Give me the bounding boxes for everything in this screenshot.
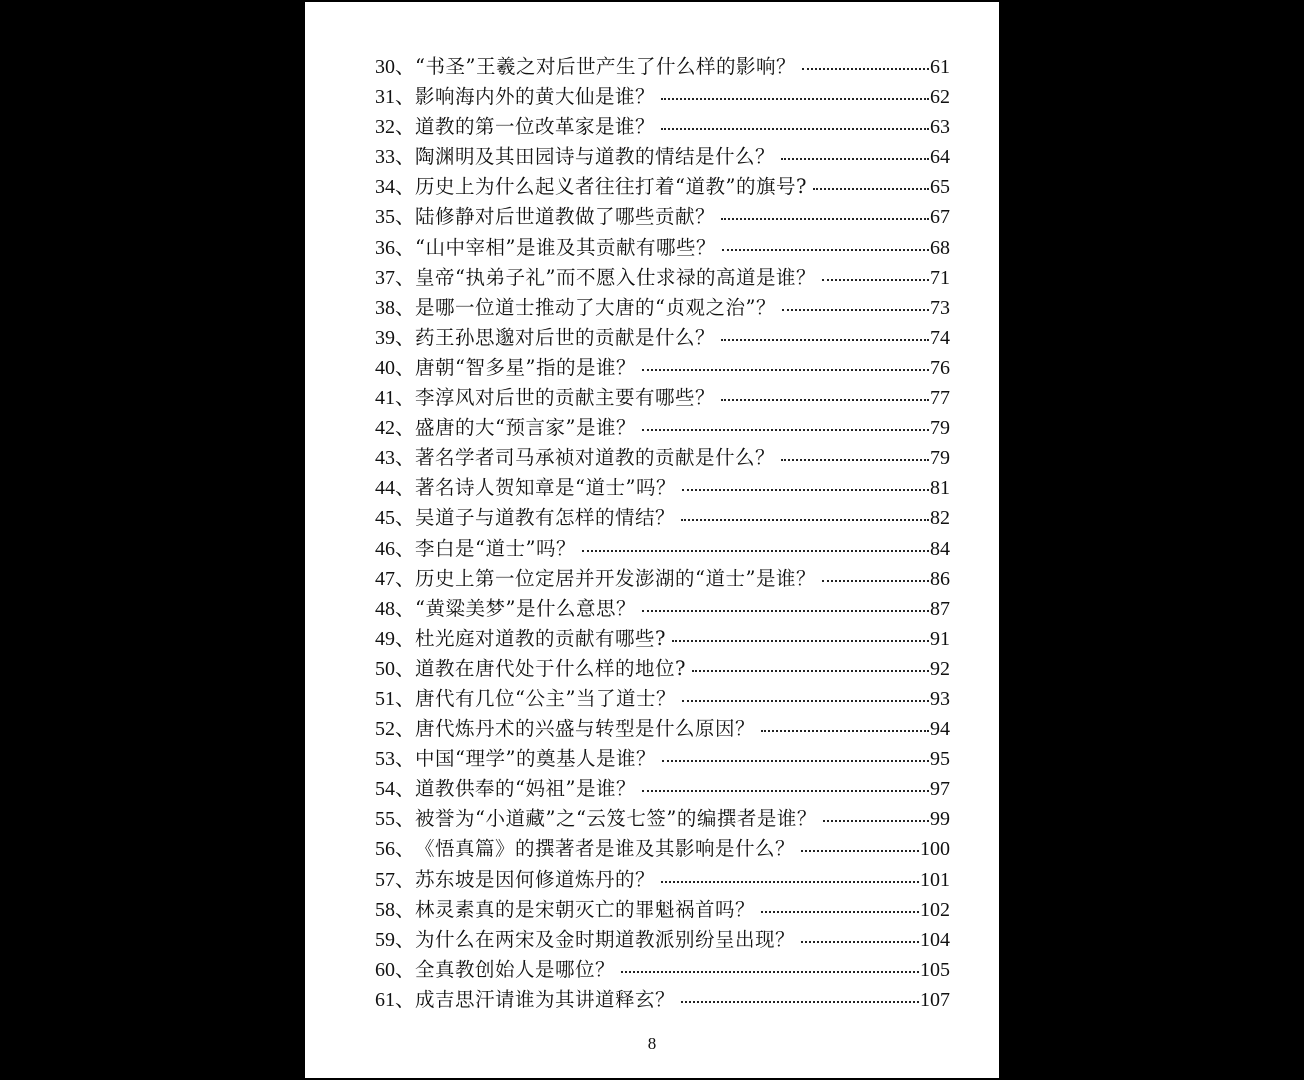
toc-entry [375, 802, 950, 832]
toc-entry-page: 77 [930, 387, 950, 410]
toc-entry-title: 唐代有几位“公主”当了道士？ [415, 686, 676, 710]
toc-entry-title: 皇帝“执弟子礼”而不愿入仕求禄的高道是谁？ [415, 265, 816, 289]
toc-dot-leader [721, 398, 929, 401]
toc-dot-leader [801, 849, 919, 852]
toc-entry-page: 71 [930, 266, 950, 289]
toc-entry [375, 441, 950, 471]
toc-entry-page: 61 [930, 56, 950, 78]
toc-entry-title: 全真教创始人是哪位？ [415, 957, 616, 981]
toc-entry-title: 影响海内外的黄大仙是谁？ [415, 85, 656, 109]
toc-entry [375, 622, 950, 652]
toc-entry-number: 58、 [375, 898, 415, 921]
toc-entry-title: 盛唐的大“预言家”是谁？ [415, 416, 636, 440]
toc-entry-page: 86 [930, 567, 950, 590]
toc-entry [375, 291, 950, 321]
toc-dot-leader [672, 639, 929, 642]
toc-entry-title: 唐代炼丹术的兴盛与转型是什么原因？ [415, 717, 756, 741]
toc-entry-title: 著名诗人贺知章是“道士”吗？ [415, 476, 676, 500]
toc-entry [375, 140, 950, 170]
toc-entry-number: 39、 [375, 326, 415, 349]
toc-dot-leader [681, 518, 929, 521]
toc-entry-title: 中国“理学”的奠基人是谁？ [415, 747, 656, 771]
toc-entry [375, 652, 950, 682]
toc-dot-leader [822, 579, 929, 582]
toc-entry [375, 712, 950, 742]
toc-entry-title: 道教供奉的“妈祖”是谁？ [415, 777, 636, 801]
toc-entry-title: 历史上为什么起义者往往打着“道教”的旗号? [415, 175, 807, 199]
toc-entry-number: 32、 [375, 116, 415, 139]
toc-entry-page: 84 [930, 537, 950, 560]
toc-dot-leader [692, 669, 929, 672]
toc-entry-page: 104 [920, 928, 950, 951]
toc-dot-leader [642, 609, 929, 612]
toc-entry-number: 31、 [375, 86, 415, 109]
toc-entry-number: 54、 [375, 778, 415, 801]
toc-entry-page: 92 [930, 657, 950, 680]
toc-entry-number: 42、 [375, 417, 415, 440]
toc-entry [375, 351, 950, 381]
toc-entry [375, 381, 950, 411]
toc-entry [375, 200, 950, 230]
toc-dot-leader [722, 248, 929, 251]
toc-entry-number: 56、 [375, 838, 415, 861]
toc-entry [375, 682, 950, 712]
toc-dot-leader [661, 880, 919, 883]
toc-entry-page: 76 [930, 356, 950, 379]
toc-dot-leader [802, 67, 929, 70]
document-page [305, 2, 999, 1078]
toc-entry-title: 历史上第一位定居并开发澎湖的“道士”是谁？ [415, 566, 816, 590]
toc-entry-number: 55、 [375, 808, 415, 831]
toc-entry-page: 95 [930, 748, 950, 771]
toc-entry [375, 501, 950, 531]
toc-dot-leader [761, 729, 929, 732]
toc-entry-page: 79 [930, 417, 950, 440]
toc-entry [375, 832, 950, 862]
toc-entry-page: 62 [930, 86, 950, 109]
toc-entry-title: 药王孙思邈对后世的贡献是什么？ [415, 325, 716, 349]
toc-entry-title: 唐朝“智多星”指的是谁？ [415, 355, 636, 379]
toc-dot-leader [813, 187, 929, 190]
toc-entry-title: 道教在唐代处于什么样的地位? [415, 656, 686, 680]
toc-entry-number: 33、 [375, 146, 415, 169]
toc-entry [375, 231, 950, 261]
toc-entry-page: 94 [930, 718, 950, 741]
toc-entry-page: 68 [930, 236, 950, 259]
toc-entry-title: “山中宰相”是谁及其贡献有哪些？ [415, 235, 716, 259]
toc-entry-number: 51、 [375, 687, 415, 710]
toc-dot-leader [781, 458, 929, 461]
toc-entry-number: 45、 [375, 507, 415, 530]
toc-dot-leader [823, 819, 929, 822]
page-number: 8 [647, 1034, 657, 1053]
toc-entry [375, 562, 950, 592]
toc-entry-title: 被誉为“小道藏”之“云笈七签”的编撰者是谁？ [415, 807, 817, 831]
toc-entry-title: 吴道子与道教有怎样的情结？ [415, 506, 676, 530]
toc-entry-page: 81 [930, 477, 950, 500]
toc-entry-number: 46、 [375, 537, 415, 560]
toc-entry [375, 321, 950, 351]
toc-entry-title: 陶渊明及其田园诗与道教的情结是什么？ [415, 145, 776, 169]
toc-entry [375, 411, 950, 441]
toc-dot-leader [761, 910, 919, 913]
toc-entry-page: 65 [930, 176, 950, 199]
toc-dot-leader [642, 428, 929, 431]
toc-entry [375, 893, 950, 923]
toc-entry [375, 742, 950, 772]
toc-entry-page: 100 [920, 838, 950, 861]
toc-dot-leader [642, 368, 929, 371]
toc-entry-number: 50、 [375, 657, 415, 680]
toc-entry-title: 李白是“道士”吗？ [415, 536, 576, 560]
toc-entry-page: 102 [920, 898, 950, 921]
toc-dot-leader [621, 970, 919, 973]
toc-entry-title: 为什么在两宋及金时期道教派别纷呈出现？ [415, 927, 796, 951]
toc-entry-page: 101 [920, 868, 950, 891]
toc-entry-number: 38、 [375, 296, 415, 319]
toc-entry-title: 道教的第一位改革家是谁？ [415, 115, 656, 139]
toc-dot-leader [682, 699, 929, 702]
toc-entry [375, 110, 950, 140]
toc-entry-number: 52、 [375, 718, 415, 741]
toc-entry-number: 47、 [375, 567, 415, 590]
toc-dot-leader [661, 97, 929, 100]
toc-entry-page: 93 [930, 687, 950, 710]
toc-entry-title: 成吉思汗请谁为其讲道释玄？ [415, 987, 676, 1011]
toc-entry-title: “书圣”王羲之对后世产生了什么样的影响？ [415, 55, 796, 78]
toc-entry-number: 57、 [375, 868, 415, 891]
toc-entry-number: 37、 [375, 266, 415, 289]
toc-entry-number: 60、 [375, 958, 415, 981]
toc-dot-leader [822, 278, 929, 281]
toc-entry-page: 67 [930, 206, 950, 229]
toc-entry-number: 43、 [375, 447, 415, 470]
table-of-contents [375, 50, 950, 1013]
toc-entry-number: 61、 [375, 988, 415, 1011]
toc-entry-page: 73 [930, 296, 950, 319]
toc-entry-number: 40、 [375, 356, 415, 379]
toc-entry-title: 李淳风对后世的贡献主要有哪些？ [415, 386, 716, 410]
toc-entry-page: 87 [930, 597, 950, 620]
toc-dot-leader [582, 549, 929, 552]
toc-entry-page: 99 [930, 808, 950, 831]
toc-entry-title: 林灵素真的是宋朝灭亡的罪魁祸首吗？ [415, 897, 756, 921]
toc-entry-title: “黄粱美梦”是什么意思？ [415, 596, 636, 620]
toc-dot-leader [721, 338, 929, 341]
toc-entry [375, 863, 950, 893]
toc-entry-page: 74 [930, 326, 950, 349]
toc-entry [375, 170, 950, 200]
toc-entry-page: 82 [930, 507, 950, 530]
toc-entry-page: 107 [920, 988, 950, 1011]
toc-entry-number: 48、 [375, 597, 415, 620]
toc-entry-title: 杜光庭对道教的贡献有哪些? [415, 626, 666, 650]
toc-entry [375, 923, 950, 953]
toc-entry-title: 苏东坡是因何修道炼丹的？ [415, 867, 656, 891]
toc-entry-number: 34、 [375, 176, 415, 199]
toc-dot-leader [662, 759, 929, 762]
toc-entry-page: 91 [930, 627, 950, 650]
toc-dot-leader [721, 217, 929, 220]
toc-dot-leader [781, 157, 929, 160]
toc-entry-title: 是哪一位道士推动了大唐的“贞观之治”？ [415, 295, 776, 319]
toc-entry [375, 592, 950, 622]
toc-entry-number: 53、 [375, 748, 415, 771]
toc-entry [375, 983, 950, 1013]
toc-entry-page: 79 [930, 447, 950, 470]
toc-entry [375, 471, 950, 501]
toc-entry-number: 30、 [375, 56, 415, 78]
toc-dot-leader [782, 308, 929, 311]
toc-dot-leader [661, 127, 929, 130]
toc-entry-number: 36、 [375, 236, 415, 259]
toc-entry-number: 41、 [375, 387, 415, 410]
toc-entry-number: 44、 [375, 477, 415, 500]
toc-dot-leader [642, 789, 929, 792]
toc-entry-title: 著名学者司马承祯对道教的贡献是什么？ [415, 446, 776, 470]
toc-entry [375, 80, 950, 110]
toc-dot-leader [682, 488, 929, 491]
toc-entry [375, 261, 950, 291]
toc-dot-leader [801, 940, 919, 943]
toc-entry-number: 49、 [375, 627, 415, 650]
toc-entry [375, 50, 950, 80]
toc-dot-leader [681, 1000, 919, 1003]
toc-entry-page: 64 [930, 146, 950, 169]
toc-entry [375, 772, 950, 802]
toc-entry-page: 63 [930, 116, 950, 139]
toc-entry-title: 陆修静对后世道教做了哪些贡献？ [415, 205, 716, 229]
toc-entry [375, 532, 950, 562]
toc-entry-page: 105 [920, 958, 950, 981]
toc-entry-number: 59、 [375, 928, 415, 951]
toc-entry-title: 《悟真篇》的撰著者是谁及其影响是什么？ [415, 837, 796, 861]
toc-entry-page: 97 [930, 778, 950, 801]
toc-entry-number: 35、 [375, 206, 415, 229]
toc-entry [375, 953, 950, 983]
